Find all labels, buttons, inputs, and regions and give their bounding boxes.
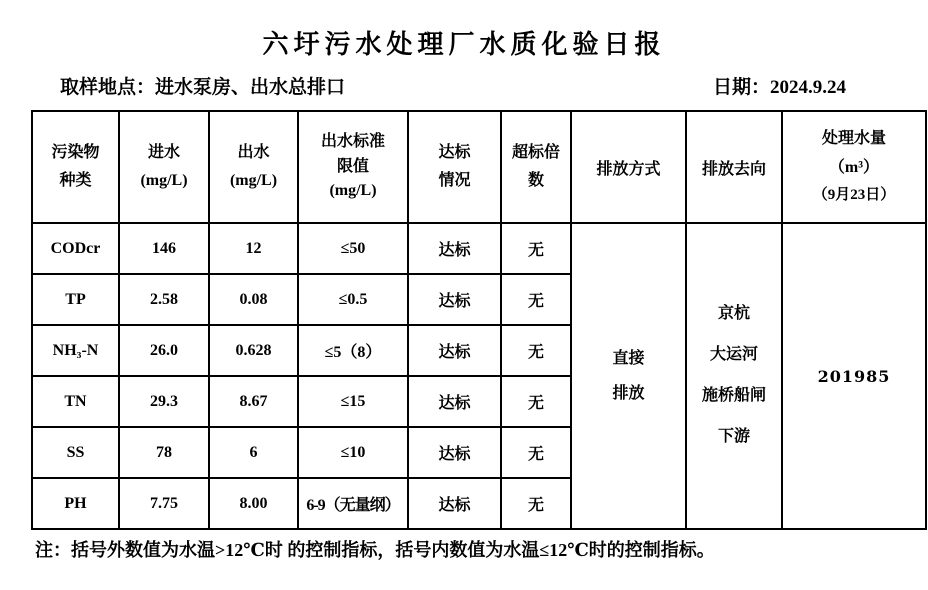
cell-treated-volume: 201985 xyxy=(782,223,926,529)
cell-outlet-value: 6 xyxy=(209,427,298,478)
header-treated-volume xyxy=(782,111,926,223)
header-line: 出水 xyxy=(237,144,270,161)
header-line: 污染物 xyxy=(51,144,100,161)
page-title: 六圩污水处理厂水质化验日报 xyxy=(262,30,666,59)
cell-status-value: 达标 xyxy=(408,223,501,274)
header-line: 超标倍 xyxy=(511,144,560,161)
cell-discharge-mode xyxy=(571,223,686,529)
header-outlet-limit xyxy=(298,111,408,223)
table-row-codcr xyxy=(32,223,926,274)
cell-pollutant-name: CODcr xyxy=(32,223,119,274)
cell-limit-value: ≤15 xyxy=(298,376,408,427)
cell-status-value: 达标 xyxy=(408,274,501,325)
header-inlet xyxy=(119,111,209,223)
cell-outlet-value: 12 xyxy=(209,223,298,274)
cell-limit-value: ≤0.5 xyxy=(298,274,408,325)
cell-exceed-value: 无 xyxy=(501,223,571,274)
cell-limit-value: ≤10 xyxy=(298,427,408,478)
cell-inlet-value: 78 xyxy=(119,427,209,478)
header-line: 出水标准 xyxy=(320,132,385,150)
water-quality-table xyxy=(31,110,927,530)
cell-exceed-value: 无 xyxy=(501,478,571,529)
discharge-destination-line: 下游 xyxy=(717,427,750,445)
cell-status-value: 达标 xyxy=(408,478,501,529)
cell-outlet-value: 8.00 xyxy=(209,478,298,529)
discharge-destination-line: 施桥船闸 xyxy=(701,387,766,404)
discharge-mode-line: 直接 xyxy=(612,349,645,367)
cell-limit-value: ≤5（8） xyxy=(298,325,408,376)
cell-pollutant-name: TN xyxy=(32,376,119,427)
report-date-label: 日期：2024.9.24 xyxy=(712,77,846,98)
cell-outlet-value: 0.08 xyxy=(209,274,298,325)
cell-inlet-value: 29.3 xyxy=(119,376,209,427)
cell-outlet-value: 8.67 xyxy=(209,376,298,427)
cell-status-value: 达标 xyxy=(408,427,501,478)
meta-row xyxy=(60,72,846,99)
header-line: (mg/L) xyxy=(229,172,278,189)
header-discharge-destination: 排放去向 xyxy=(686,111,782,223)
header-discharge-mode: 排放方式 xyxy=(571,111,686,223)
sampling-location-label: 取样地点：进水泵房、出水总排口 xyxy=(60,77,346,98)
cell-exceed-value: 无 xyxy=(501,376,571,427)
cell-limit-value: 6-9（无量纲） xyxy=(298,478,408,529)
header-line: 处理水量 xyxy=(821,129,886,147)
cell-limit-value: ≤50 xyxy=(298,223,408,274)
cell-status-value: 达标 xyxy=(408,325,501,376)
discharge-destination-line: 大运河 xyxy=(709,346,758,364)
footnote: 注：括号外数值为水温>12℃时 的控制指标，括号内数值为水温≤12℃时的控制指标。 xyxy=(35,540,715,560)
header-line: 限值 xyxy=(336,157,369,175)
discharge-mode-line: 排放 xyxy=(612,385,645,402)
header-line: 情况 xyxy=(438,172,471,189)
header-line: 数 xyxy=(527,172,544,189)
header-line: 种类 xyxy=(59,172,92,189)
header-line: 进水 xyxy=(147,144,180,161)
cell-inlet-value: 26.0 xyxy=(119,325,209,376)
cell-pollutant-name: NH₃-N xyxy=(32,325,119,376)
header-outlet xyxy=(209,111,298,223)
header-pollutant-type xyxy=(32,111,119,223)
cell-pollutant-name: SS xyxy=(32,427,119,478)
cell-pollutant-name: TP xyxy=(32,274,119,325)
cell-outlet-value: 0.628 xyxy=(209,325,298,376)
cell-inlet-value: 2.58 xyxy=(119,274,209,325)
header-line: (mg/L) xyxy=(329,182,377,200)
header-line: （m³） xyxy=(828,158,880,176)
cell-discharge-destination xyxy=(686,223,782,529)
cell-exceed-value: 无 xyxy=(501,325,571,376)
header-line: （9月23日） xyxy=(812,187,896,204)
header-exceedance-multiple xyxy=(501,111,571,223)
cell-exceed-value: 无 xyxy=(501,274,571,325)
header-row xyxy=(32,111,926,223)
cell-exceed-value: 无 xyxy=(501,427,571,478)
header-line: (mg/L) xyxy=(140,172,188,189)
header-line: 达标 xyxy=(438,144,471,161)
cell-pollutant-name: PH xyxy=(32,478,119,529)
header-compliance-status xyxy=(408,111,501,223)
discharge-destination-line: 京杭 xyxy=(717,305,750,323)
cell-inlet-value: 146 xyxy=(119,223,209,274)
cell-status-value: 达标 xyxy=(408,376,501,427)
cell-inlet-value: 7.75 xyxy=(119,478,209,529)
